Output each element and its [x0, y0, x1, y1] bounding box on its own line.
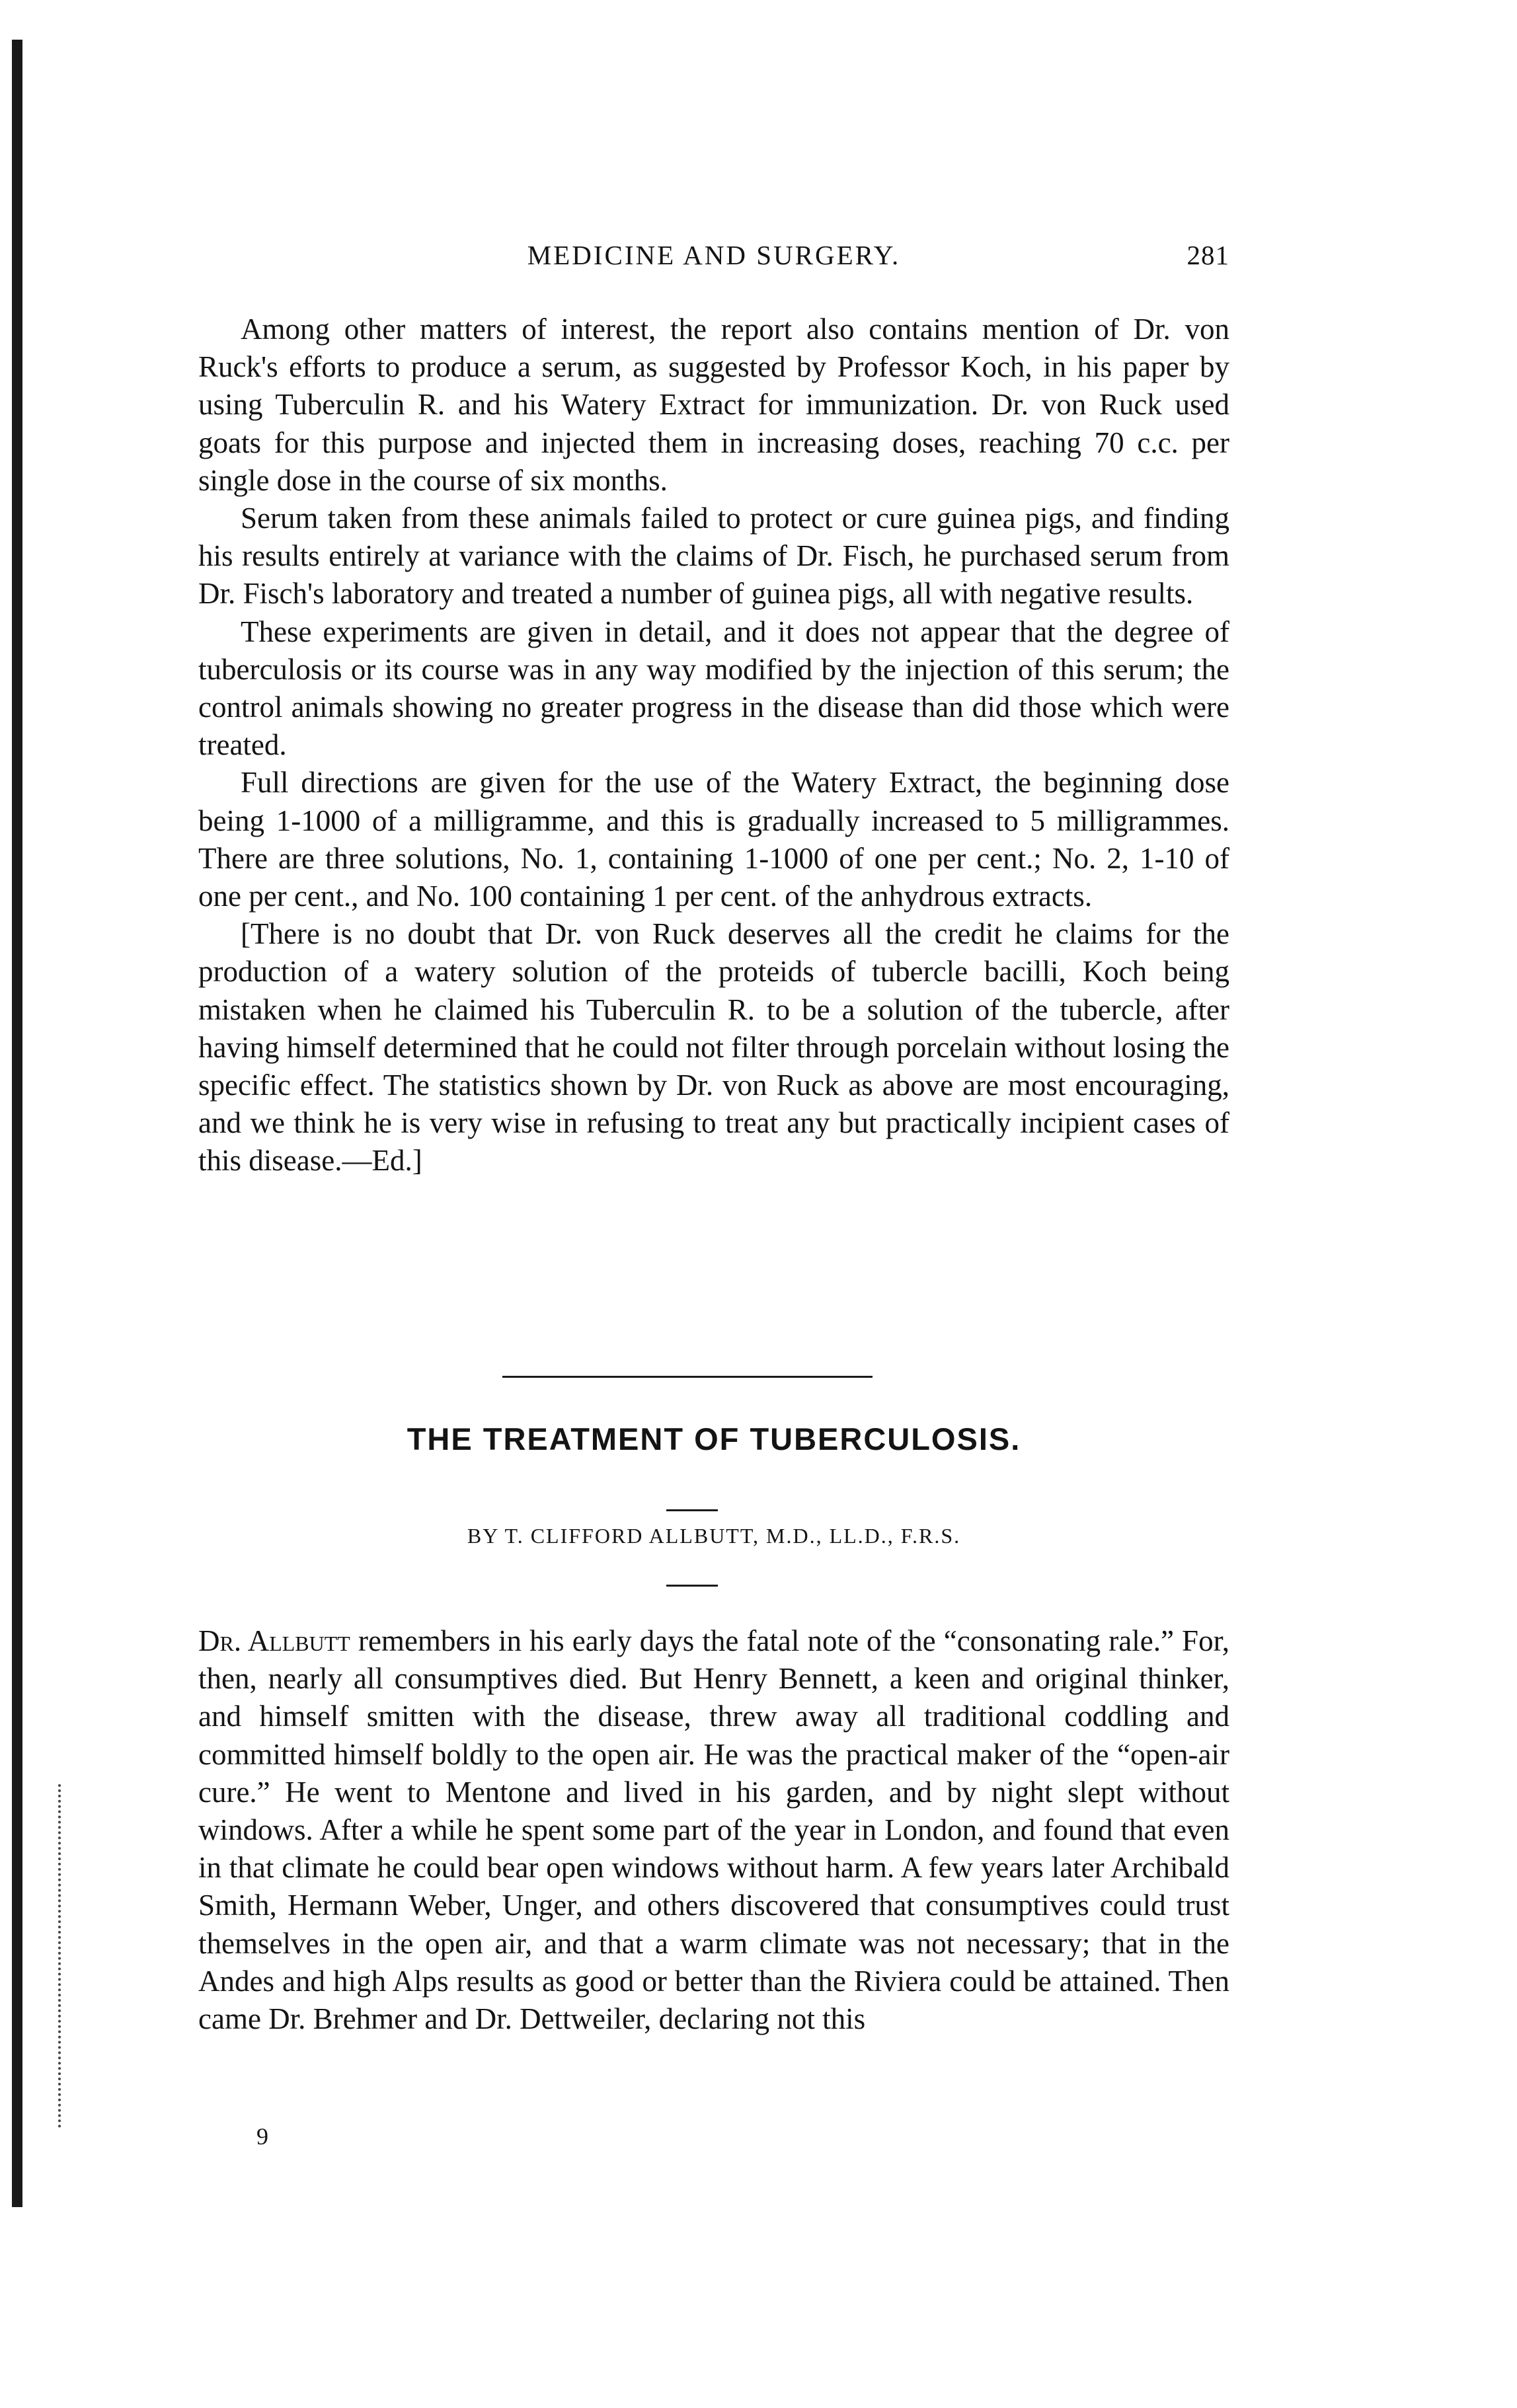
binding-stitch-marks	[58, 1784, 65, 2128]
signature-mark: 9	[256, 2123, 268, 2150]
lead-paragraph-text: remembers in his early days the fatal note of the “consonating rale.” For, then, nearly all consumptives died. But Henry Bennett, a keen and original thinker, and himself smitten with the disease, threw away all traditional coddling and committed himself boldly to the open air. He was the practical maker of the “open-air cure.” He went to Mentone and lived in his garden, and by night slept without windows. After a while he spent some part of the year in London, and found that even in that climate he could bear open windows without harm. A few years later Archibald Smith, Hermann Weber, Unger, and others discovered that consumptives could trust themselves in the open air, and that a warm climate was not necessary; that in the Andes and high Alps results as good or better than the Riviera could be attained. Then came Dr. Brehmer and Dr. Dettweiler, declaring not this	[198, 1624, 1229, 2036]
running-title: MEDICINE AND SURGERY.	[527, 240, 901, 270]
article-body	[198, 1622, 1229, 2038]
section-divider	[502, 1376, 873, 1378]
page-header	[198, 239, 1229, 279]
article-title: THE TREATMENT OF TUBERCULOSIS.	[407, 1421, 1021, 1456]
paragraph: These experiments are given in detail, and it does not appear that the degree of tuberculosis or its course was in any way modified by the injection of this serum; the control animals showing no greater progress in the disease than did those which were treated.	[198, 615, 1229, 762]
binding-edge	[12, 40, 22, 2207]
lead-author-name: Dr. Allbutt	[198, 1624, 350, 1657]
editor-note-paragraph: [There is no doubt that Dr. von Ruck deserves all the credit he claims for the production of a watery solution of the proteids of tubercle bacilli, Koch being mistaken when he claimed his Tuberculin R. to be a solution of the tubercle, after having himself determined that he could not filter through porcelain without losing the specific effect. The statistics shown by Dr. von Ruck as above are most encouraging, and we think he is very wise in refusing to treat any but practically incipient cases of this disease.—Ed.]	[198, 917, 1229, 1178]
page-number: 281	[1186, 240, 1229, 270]
title-rule	[666, 1509, 718, 1511]
paragraph: Serum taken from these animals failed to protect or cure guinea pigs, and finding his results entirely at variance with the claims of Dr. Fisch, he purchased serum from Dr. Fisch's laboratory and treated a number of guinea pigs, all with negative results.	[198, 502, 1229, 611]
section-previous-article	[198, 311, 1229, 1180]
article-byline: BY T. CLIFFORD ALLBUTT, M.D., LL.D., F.R.S.	[467, 1524, 961, 1548]
paragraph: Among other matters of interest, the report also contains mention of Dr. von Ruck's efforts to produce a serum, as suggested by Professor Koch, in his paper by using Tuberculin R. and his Watery Extract for immunization. Dr. von Ruck used goats for this purpose and injected them in increasing doses, reaching 70 c.c. per single dose in the course of six months.	[198, 313, 1229, 497]
paragraph: Full directions are given for the use of the Watery Extract, the beginning dose being 1-1000 of a milligramme, and this is gradually increased to 5 milligrammes. There are three solutions, No. 1, containing 1-1000 of one per cent.; No. 2, 1-10 of one per cent., and No. 100 containing 1 per cent. of the anhydrous extracts.	[198, 766, 1229, 913]
byline-rule	[666, 1585, 718, 1587]
lead-paragraph	[198, 1622, 1229, 2038]
